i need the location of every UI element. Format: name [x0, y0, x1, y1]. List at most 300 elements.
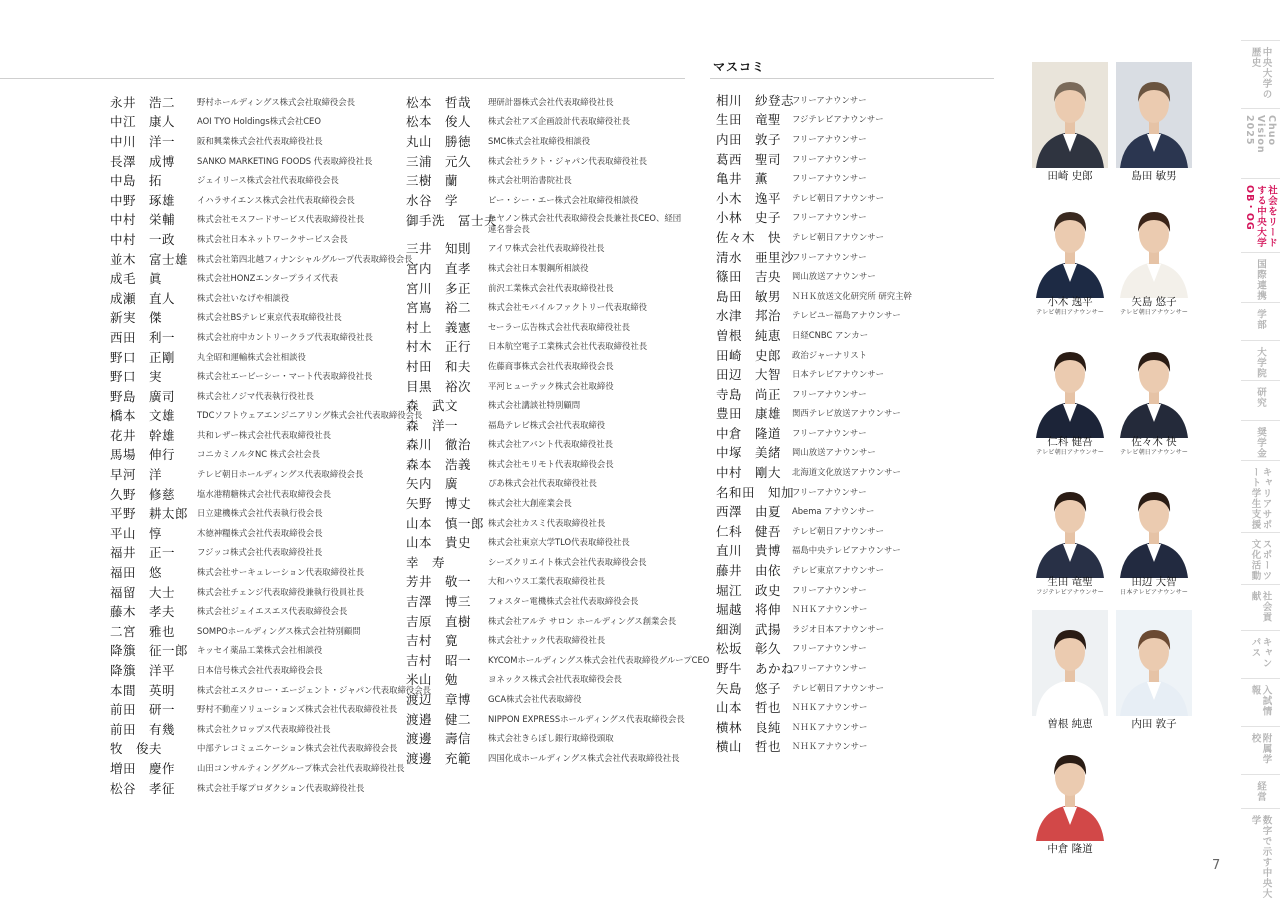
media-title: フリーアナウンサー [792, 643, 867, 654]
media-row [716, 168, 912, 188]
portrait-name: 小木 逸平 [1047, 296, 1093, 308]
alumni-title: ジェイリース株式会社代表取締役会長 [197, 175, 339, 186]
alumni-name: 村上 義憲 [406, 319, 472, 335]
media-title: 岡山放送アナウンサー [792, 271, 876, 282]
media-name: 堀江 政史 [716, 582, 782, 598]
alumni-row [110, 739, 431, 759]
media-name: 佐々木 快 [716, 229, 782, 245]
media-row [716, 306, 912, 326]
alumni-row [406, 611, 709, 631]
alumni-row [110, 151, 431, 171]
alumni-row [110, 112, 431, 132]
alumni-row [110, 503, 431, 523]
alumni-row [406, 435, 709, 455]
alumni-name: 成瀬 直人 [110, 290, 176, 306]
page-number: 7 [1212, 858, 1221, 873]
portrait-name: 内田 敦子 [1131, 718, 1177, 730]
media-title: ＮＨＫアナウンサー [792, 604, 868, 615]
media-title: 岡山放送アナウンサー [792, 447, 876, 458]
chapter-tab-label: 研究 [1255, 387, 1266, 408]
chapter-tab-label: 奨学金 [1255, 427, 1266, 459]
alumni-row [110, 719, 431, 739]
alumni-name: 吉原 直樹 [406, 613, 472, 629]
portrait-caption [1111, 170, 1197, 182]
alumni-title: キヤノン株式会社代表取締役会長兼社長CEO、経団連名誉会長 [488, 212, 682, 234]
media-name: 相川 紗登志 [716, 92, 795, 108]
media-title: テレビ朝日アナウンサー [792, 192, 884, 203]
alumni-title: 株式会社チェンジ代表取締役兼執行役員社長 [197, 586, 365, 597]
media-title: テレビ朝日アナウンサー [792, 682, 884, 693]
alumni-row [406, 131, 709, 151]
alumni-title: 日立建機株式会社代表執行役会長 [197, 508, 323, 519]
alumni-row [406, 258, 709, 278]
alumni-title: フジッコ株式会社代表取締役社長 [197, 547, 323, 558]
alumni-name: 中野 琢雄 [110, 192, 176, 208]
chapter-index-tabs [1241, 40, 1280, 900]
alumni-title: NIPPON EXPRESSホールディングス代表取締役会長 [488, 713, 685, 724]
media-row [716, 580, 912, 600]
portrait-name: 曽根 純恵 [1047, 718, 1093, 730]
media-title: フリーアナウンサー [792, 427, 867, 438]
alumni-title: アイワ株式会社代表取締役社長 [488, 243, 605, 254]
alumni-row [406, 552, 709, 572]
media-row [716, 90, 912, 110]
alumni-row [406, 317, 709, 337]
portrait-role: テレビ朝日アナウンサー [1120, 449, 1188, 456]
chapter-tab[interactable] [1241, 40, 1280, 108]
alumni-row [406, 650, 709, 670]
alumni-title: 前沢工業株式会社代表取締役社長 [488, 282, 614, 293]
alumni-row [406, 474, 709, 494]
portrait-photo [1032, 735, 1108, 841]
media-name: 葛西 聖司 [716, 151, 782, 167]
alumni-title: キッセイ薬品工業株式会社相談役 [197, 645, 323, 656]
media-row [716, 110, 912, 130]
alumni-name: 永井 浩二 [110, 94, 176, 110]
alumni-title: 株式会社アズ企画設計代表取締役社長 [488, 116, 631, 127]
alumni-name: 中村 栄輔 [110, 212, 176, 228]
media-name: 内田 敦子 [716, 131, 782, 147]
alumni-title: コニカミノルタNC 株式会社会長 [197, 449, 320, 460]
media-name: 田崎 史郎 [716, 347, 782, 363]
media-row [716, 619, 912, 639]
media-row [716, 384, 912, 404]
portrait-caption [1111, 576, 1197, 597]
alumni-name: 宮嶌 裕二 [406, 300, 472, 316]
media-row [716, 678, 912, 698]
media-title: フジテレビアナウンサー [792, 114, 884, 125]
media-row [716, 443, 912, 463]
alumni-row [406, 748, 709, 768]
alumni-name: 渡辺 章博 [406, 692, 472, 708]
alumni-name: 水谷 学 [406, 192, 459, 208]
alumni-name: 福田 悠 [110, 565, 163, 581]
alumni-name: 村木 正行 [406, 339, 472, 355]
alumni-row [110, 601, 431, 621]
media-row [716, 286, 912, 306]
top-rule-left [0, 78, 685, 79]
alumni-row [406, 337, 709, 357]
chapter-tab-label: 中央大学の歴史 [1249, 47, 1272, 100]
media-row [716, 325, 912, 345]
alumni-row [406, 591, 709, 611]
media-name: 細渕 武揚 [716, 621, 782, 637]
portrait-photo [1032, 472, 1108, 578]
alumni-title: 株式会社エービーシー・マート代表取締役社長 [197, 371, 373, 382]
chapter-tab-label: 数字で示す中央大学 [1249, 815, 1272, 899]
alumni-title: 日本航空電子工業株式会社代表取締役社長 [488, 341, 648, 352]
portrait-role: 日本テレビアナウンサー [1120, 589, 1188, 596]
alumni-title: 株式会社ラクト・ジャパン代表取締役社長 [488, 155, 647, 166]
media-name: 山本 哲也 [716, 700, 782, 716]
chapter-tab[interactable] [1241, 420, 1280, 460]
media-row [716, 423, 912, 443]
alumni-title: 株式会社日本ネットワークサービス会長 [197, 233, 348, 244]
chapter-tab[interactable] [1241, 380, 1280, 420]
alumni-name: 野口 実 [110, 369, 163, 385]
media-list [716, 90, 912, 756]
chapter-tab-label: 学部 [1255, 309, 1266, 330]
alumni-row [406, 210, 709, 239]
media-title: フリーアナウンサー [792, 94, 867, 105]
alumni-name: 村田 和夫 [406, 358, 472, 374]
alumni-row [110, 680, 431, 700]
alumni-title: 株式会社ナック代表取締役社長 [488, 635, 606, 646]
chapter-tab[interactable] [1241, 302, 1280, 340]
portrait-name: 島田 敏男 [1131, 170, 1177, 182]
alumni-name: 前田 有幾 [110, 721, 176, 737]
media-row [716, 345, 912, 365]
alumni-row [406, 493, 709, 513]
alumni-row [406, 532, 709, 552]
media-title: テレビ朝日アナウンサー [792, 231, 884, 242]
portrait-caption [1027, 296, 1113, 317]
media-title: テレビユー福島アナウンサー [792, 310, 901, 321]
alumni-name: 中村 一政 [110, 231, 176, 247]
media-row [716, 737, 912, 757]
alumni-title: 理研計器株式会社代表取締役社長 [488, 96, 614, 107]
alumni-row [110, 406, 431, 426]
alumni-name: 宮内 直孝 [406, 260, 472, 276]
portrait-caption [1027, 170, 1113, 182]
portrait-caption [1111, 718, 1197, 730]
alumni-title: ピー・シー・エー株式会社取締役相談役 [488, 194, 639, 205]
media-name: 横林 良純 [716, 719, 782, 735]
alumni-row [110, 582, 431, 602]
chapter-tab[interactable] [1241, 252, 1280, 302]
media-row [716, 364, 912, 384]
alumni-title: 四国化成ホールディングス株式会社代表取締役社長 [488, 752, 680, 763]
alumni-title: 株式会社東京大学TLO代表取締役社長 [488, 537, 630, 548]
media-title: フリーアナウンサー [792, 133, 867, 144]
alumni-title: 佐藤商事株式会社代表取締役会長 [488, 360, 614, 371]
alumni-title: 野村不動産ソリューションズ株式会社代表取締役社長 [197, 704, 398, 715]
alumni-title: 株式会社ジェイエスエス代表取締役会長 [197, 606, 348, 617]
media-title: 北海道文化放送アナウンサー [792, 467, 901, 478]
chapter-tab[interactable] [1241, 460, 1280, 532]
alumni-name: 三井 知則 [406, 241, 472, 257]
media-name: 島田 敏男 [716, 288, 782, 304]
media-title: 福島中央テレビアナウンサー [792, 545, 901, 556]
alumni-name: 吉村 寛 [406, 633, 459, 649]
alumni-name: 松本 哲哉 [406, 94, 472, 110]
media-title: フリーアナウンサー [792, 663, 867, 674]
alumni-name: 森本 浩義 [406, 456, 472, 472]
media-title: ＮＨＫ放送文化研究所 研究主幹 [792, 290, 912, 301]
alumni-name: 馬場 伸行 [110, 447, 176, 463]
portrait-caption [1027, 576, 1113, 597]
alumni-name: 藤木 孝夫 [110, 604, 176, 620]
alumni-name: 矢野 博丈 [406, 496, 472, 512]
alumni-title: 株式会社第四北越フィナンシャルグループ代表取締役会長 [197, 253, 413, 264]
alumni-title: 株式会社日本製鋼所相談役 [488, 262, 589, 273]
portrait-photo [1032, 332, 1108, 438]
alumni-name: 二宮 雅也 [110, 623, 176, 639]
alumni-row [110, 484, 431, 504]
media-name: 豊田 康雄 [716, 406, 782, 422]
alumni-title: 大和ハウス工業代表取締役社長 [488, 576, 605, 587]
alumni-row [406, 297, 709, 317]
alumni-title: 株式会社明治書院社長 [488, 175, 572, 186]
alumni-row [406, 728, 709, 748]
media-title: ラジオ日本アナウンサー [792, 623, 885, 634]
chapter-tab-label: Chuo Vision 2025 [1244, 115, 1277, 154]
portrait-name: 中倉 隆道 [1047, 843, 1093, 855]
alumni-row [406, 112, 709, 132]
media-title: 政治ジャーナリスト [792, 349, 868, 360]
alumni-row [110, 229, 431, 249]
alumni-title: 株式会社府中カントリークラブ代表取締役社長 [197, 331, 373, 342]
alumni-row [110, 131, 431, 151]
media-title: フリーアナウンサー [792, 251, 867, 262]
alumni-title: 野村ホールディングス株式会社取締役会長 [197, 96, 356, 107]
chapter-tab-label: スポーツ文化活動 [1249, 539, 1272, 581]
alumni-title: TDCソフトウェアエンジニアリング株式会社代表取締役会長 [197, 410, 423, 421]
chapter-tab-label: 経営 [1255, 781, 1266, 802]
alumni-row [110, 268, 431, 288]
alumni-row [110, 190, 431, 210]
alumni-title: ぴあ株式会社代表取締役社長 [488, 478, 597, 489]
media-row [716, 188, 912, 208]
chapter-tab-label: キャリアサポート学生支援 [1249, 467, 1272, 530]
portrait-photo [1032, 192, 1108, 298]
alumni-title: SOMPOホールディングス株式会社特別顧問 [197, 625, 361, 636]
alumni-name: 山本 慎一郎 [406, 515, 485, 531]
alumni-row [406, 239, 709, 259]
alumni-title: AOI TYO Holdings株式会社CEO [197, 116, 321, 127]
alumni-row [110, 543, 431, 563]
media-title: 日経CNBC アンカー [792, 329, 869, 340]
alumni-name: 降籏 征一郎 [110, 643, 189, 659]
alumni-title: 日本信号株式会社代表取締役会長 [197, 665, 323, 676]
portrait-photo [1116, 62, 1192, 168]
media-name: 藤井 由依 [716, 563, 782, 579]
alumni-row [110, 523, 431, 543]
alumni-row [110, 308, 431, 328]
alumni-row [110, 699, 431, 719]
media-title: 日本テレビアナウンサー [792, 369, 884, 380]
media-row [716, 717, 912, 737]
alumni-row [110, 386, 431, 406]
alumni-name: 松本 俊人 [406, 114, 472, 130]
portrait-photo [1032, 62, 1108, 168]
chapter-tab-label: 国際連携 [1255, 259, 1266, 301]
media-title: フリーアナウンサー [792, 486, 867, 497]
media-row [716, 482, 912, 502]
alumni-name: 森 洋一 [406, 417, 459, 433]
alumni-title: GCA株式会社代表取締役 [488, 694, 582, 705]
portrait-photo [1116, 332, 1192, 438]
alumni-row [110, 425, 431, 445]
media-title: フリーアナウンサー [792, 584, 867, 595]
chapter-tab[interactable] [1241, 726, 1280, 774]
alumni-row [406, 151, 709, 171]
media-name: 曽根 純恵 [716, 327, 782, 343]
alumni-title: 木徳神糧株式会社代表取締役会長 [197, 527, 323, 538]
media-title: フリーアナウンサー [792, 153, 867, 164]
portrait-role: テレビ朝日アナウンサー [1120, 309, 1188, 316]
media-title: ＮＨＫアナウンサー [792, 721, 868, 732]
media-name: 野牛 あかね [716, 661, 795, 677]
alumni-row [110, 249, 431, 269]
chapter-tab[interactable] [1241, 630, 1280, 678]
alumni-row [110, 170, 431, 190]
media-name: 清水 亜里沙 [716, 249, 795, 265]
alumni-row [110, 621, 431, 641]
alumni-name: 前田 研一 [110, 702, 176, 718]
media-row [716, 658, 912, 678]
alumni-row [110, 758, 431, 778]
alumni-title: テレビ朝日ホールディングス代表取締役会長 [197, 469, 364, 480]
media-section-heading: マスコミ [713, 60, 766, 74]
chapter-tab[interactable] [1241, 678, 1280, 726]
alumni-name: 吉村 昭一 [406, 652, 472, 668]
alumni-name: 平野 耕太郎 [110, 506, 189, 522]
alumni-name: 中川 洋一 [110, 133, 176, 149]
alumni-name: 渡邊 充範 [406, 750, 472, 766]
media-name: 仁科 健吾 [716, 523, 782, 539]
alumni-name: 平山 惇 [110, 525, 163, 541]
alumni-name: 福井 正一 [110, 545, 176, 561]
alumni-row [406, 670, 709, 690]
media-name: 名和田 知加 [716, 484, 795, 500]
media-name: 小林 史子 [716, 210, 782, 226]
alumni-row [110, 327, 431, 347]
alumni-title: 株式会社ノジマ代表執行役社長 [197, 390, 314, 401]
media-name: 篠田 吉央 [716, 269, 782, 285]
portrait-photo [1116, 192, 1192, 298]
media-row [716, 541, 912, 561]
alumni-title: 株式会社BSテレビ東京代表取締役社長 [197, 312, 342, 323]
media-name: 亀井 薫 [716, 171, 769, 187]
alumni-title: 株式会社アバント代表取締役社長 [488, 439, 613, 450]
alumni-name: 幸 寿 [406, 554, 446, 570]
portrait-name: 仁科 健吾 [1047, 436, 1093, 448]
alumni-title: シーズクリエイト株式会社代表取締役会長 [488, 556, 647, 567]
media-row [716, 247, 912, 267]
alumni-row [406, 395, 709, 415]
alumni-name: 本間 英明 [110, 682, 176, 698]
media-name: 西澤 由夏 [716, 504, 782, 520]
alumni-row [406, 376, 709, 396]
media-name: 松坂 彰久 [716, 641, 782, 657]
alumni-name: 並木 富士雄 [110, 251, 189, 267]
media-name: 小木 逸平 [716, 190, 782, 206]
alumni-name: 森川 徹治 [406, 437, 472, 453]
alumni-row [406, 572, 709, 592]
alumni-name: 芳井 敬一 [406, 574, 472, 590]
alumni-row [406, 513, 709, 533]
alumni-row [110, 288, 431, 308]
chapter-tab[interactable] [1241, 774, 1280, 808]
media-title: テレビ朝日アナウンサー [792, 525, 884, 536]
alumni-name: 牧 俊夫 [110, 741, 163, 757]
media-name: 中倉 隆道 [716, 425, 782, 441]
alumni-row [110, 347, 431, 367]
alumni-name: 森 武文 [406, 398, 459, 414]
media-row [716, 697, 912, 717]
alumni-name: 橋本 文雄 [110, 408, 176, 424]
portrait-role: フジテレビアナウンサー [1036, 589, 1104, 596]
chapter-tab[interactable] [1241, 108, 1280, 178]
chapter-tab[interactable] [1241, 178, 1280, 252]
media-name: 堀越 将伸 [716, 602, 782, 618]
alumni-name: 渡邉 健二 [406, 711, 472, 727]
alumni-title: セーラー広告株式会社代表取締役社長 [488, 321, 631, 332]
alumni-name: 松谷 孝征 [110, 780, 176, 796]
media-row [716, 227, 912, 247]
media-name: 田辺 大智 [716, 367, 782, 383]
alumni-title: SANKO MARKETING FOODS 代表取締役社長 [197, 155, 373, 166]
alumni-title: 塩水港精糖株式会社代表取締役会長 [197, 488, 331, 499]
alumni-name: 久野 修慈 [110, 486, 176, 502]
alumni-name: 野島 廣司 [110, 388, 176, 404]
portrait-caption [1027, 436, 1113, 457]
portrait-role: テレビ朝日アナウンサー [1036, 309, 1104, 316]
alumni-title: 中部テレコミュニケーション株式会社代表取締役会長 [197, 743, 398, 754]
media-title: テレビ東京アナウンサー [792, 565, 884, 576]
alumni-title: 株式会社講談社特別顧問 [488, 400, 581, 411]
chapter-tab[interactable] [1241, 584, 1280, 630]
alumni-row [110, 778, 431, 798]
alumni-name: 中江 康人 [110, 114, 176, 130]
chapter-tab[interactable] [1241, 340, 1280, 380]
alumni-list-column-1 [110, 92, 431, 797]
alumni-name: 降籏 洋平 [110, 663, 176, 679]
alumni-row [110, 641, 431, 661]
portrait-name: 矢島 悠子 [1131, 296, 1177, 308]
alumni-row [110, 445, 431, 465]
media-row [716, 208, 912, 228]
chapter-tab[interactable] [1241, 808, 1280, 900]
portrait-caption [1111, 296, 1197, 317]
media-row [716, 129, 912, 149]
chapter-tab-label: 附属学校 [1249, 733, 1272, 765]
media-name: 生田 竜聖 [716, 112, 782, 128]
media-name: 矢島 悠子 [716, 680, 782, 696]
alumni-name: 増田 慶作 [110, 760, 176, 776]
alumni-row [406, 92, 709, 112]
chapter-tab[interactable] [1241, 532, 1280, 584]
alumni-row [406, 689, 709, 709]
chapter-tab-label: 社会貢献 [1249, 591, 1272, 623]
alumni-name: 米山 勉 [406, 672, 459, 688]
alumni-list-column-2 [406, 92, 709, 768]
media-row [716, 639, 912, 659]
media-row [716, 266, 912, 286]
alumni-title: 山田コンサルティンググループ株式会社代表取締役社長 [197, 762, 405, 773]
alumni-title: 平河ヒューテック株式会社取締役 [488, 380, 614, 391]
